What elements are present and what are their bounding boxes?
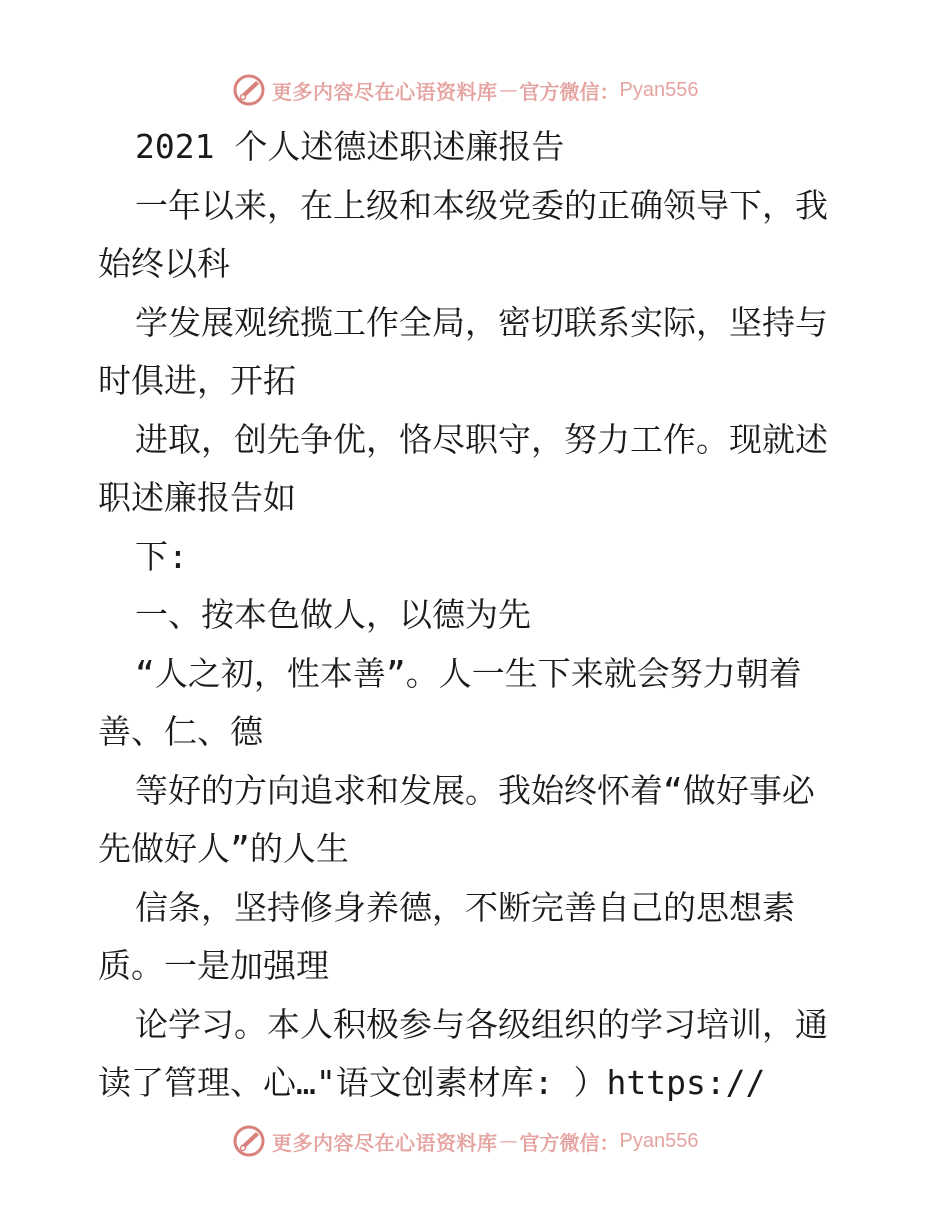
text-line: 2021 个人述德述职述廉报告 [135,127,565,166]
seal-logo-icon [232,73,266,107]
watermark-separator: — [499,1130,518,1152]
watermark-text: 更多内容尽在心语资料库 [272,1130,498,1155]
footer-watermark [232,1123,732,1159]
text-line: 职述廉报告如 [98,478,296,517]
text-line: 质。一是加强理 [98,946,329,985]
text-line: 下: [135,536,188,576]
watermark-id: Pyan556 [619,1129,699,1152]
text-line: 读了管理、心…"语文创素材库: ）https:// [98,1063,766,1102]
text-line: 进取，创先争优，恪尽职守，努力工作。现就述 [135,419,828,459]
text-line: 论学习。本人积极参与各级组织的学习培训，通 [135,1004,828,1044]
text-line: 先做好人”的人生 [98,829,349,868]
text-line: 等好的方向追求和发展。我始终怀着“做好事必 [135,770,815,810]
text-line: 始终以科 [98,244,230,283]
text-line: 善、仁、德 [98,712,263,751]
text-line: 一年以来，在上级和本级党委的正确领导下，我 [135,185,828,225]
text-line: 学发展观统揽工作全局，密切联系实际，坚持与 [135,302,828,342]
document-body [98,118,858,1113]
watermark-label: 官方微信： [519,79,620,104]
watermark-text: 更多内容尽在心语资料库 [272,79,498,104]
header-watermark [232,72,732,108]
watermark-id: Pyan556 [619,78,699,101]
text-line: 信条，坚持修身养德，不断完善自己的思想素 [135,887,795,927]
text-line: 时俱进，开拓 [98,361,296,400]
text-line: “人之初，性本善”。人一生下来就会努力朝着 [135,653,802,693]
seal-logo-icon [232,1124,266,1158]
text-line: 一、按本色做人，以德为先 [135,595,531,634]
watermark-separator: — [499,79,518,101]
watermark-label: 官方微信： [519,1130,620,1155]
